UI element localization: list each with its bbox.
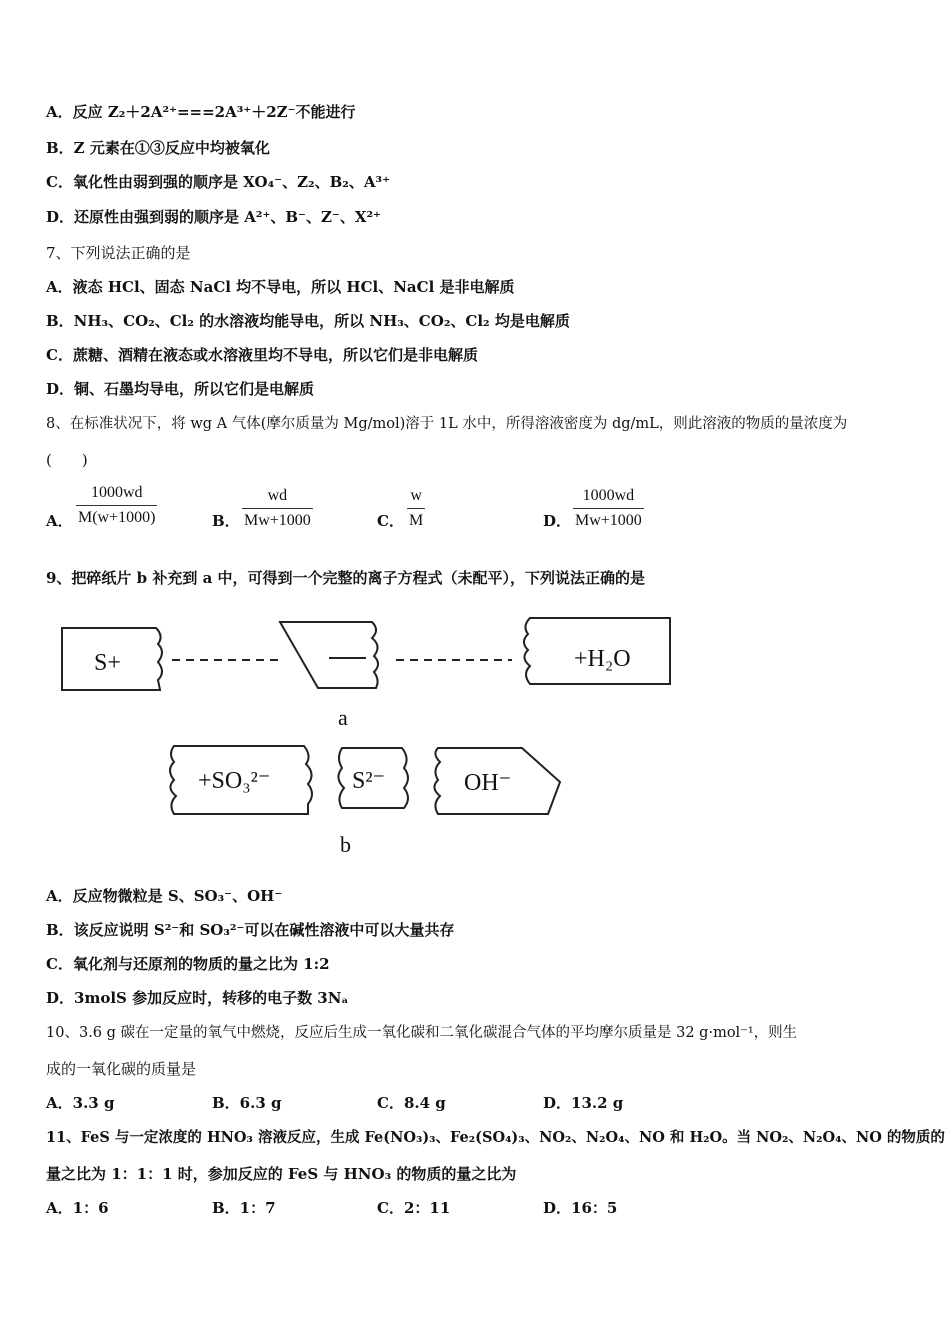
torn-paper-diagram xyxy=(46,600,686,865)
figure-label-a: a xyxy=(338,705,348,730)
q11-option-c: C．2：11 xyxy=(377,1199,451,1217)
q7-option-b: B．NH₃、CO₂、Cl₂ 的水溶液均能导电，所以 NH₃、CO₂、Cl₂ 均是电解质 xyxy=(46,312,570,330)
q11-option-b: B．1：7 xyxy=(212,1199,276,1217)
piece-b1-text: +SO₃²⁻ xyxy=(198,768,271,794)
q8-label-c: C． xyxy=(377,512,404,530)
q8-a-numerator: 1000wd xyxy=(90,484,143,501)
q8-b-numerator: wd xyxy=(267,487,288,504)
q8-d-numerator: 1000wd xyxy=(582,487,635,504)
q11-stem-line1: 11、FeS 与一定浓度的 HNO₃ 溶液反应，生成 Fe(NO₃)₃、Fe₂(SO₄)₃、NO₂、N₂O₄、NO 和 H₂O。当 NO₂、N₂O₄、NO 的物质的 xyxy=(46,1129,945,1146)
q10-option-b: B．6.3 g xyxy=(212,1094,282,1112)
piece-a-left-text: S+ xyxy=(94,650,121,676)
q8-stem: 8、在标准状况下，将 wg A 气体(摩尔质量为 Mg/mol)溶于 1L 水中，所得溶液密度为 dg/mL，则此溶液的物质的量浓度为 xyxy=(46,416,848,432)
q9-option-c: C．氧化剂与还原剂的物质的量之比为 1:2 xyxy=(46,955,330,973)
q6-option-d: D．还原性由强到弱的顺序是 A²⁺、B⁻、Z⁻、X²⁺ xyxy=(46,208,381,226)
q8-blank: ( ) xyxy=(46,451,88,469)
piece-b2-text: S²⁻ xyxy=(352,768,386,794)
q10-option-d: D．13.2 g xyxy=(543,1094,624,1112)
q8-c-numerator: w xyxy=(410,487,422,504)
q6-option-c: C．氧化性由弱到强的顺序是 XO₄⁻、Z₂、B₂、A³⁺ xyxy=(46,173,390,191)
q8-fraction-d xyxy=(573,487,644,530)
q10-option-c: C．8.4 g xyxy=(377,1094,446,1112)
piece-a-right-text: +H₂O xyxy=(574,646,631,672)
q6-option-a: A．反应 Z₂＋2A²⁺===2A³⁺＋2Z⁻不能进行 xyxy=(46,103,356,121)
q7-stem: 7、下列说法正确的是 xyxy=(46,244,191,262)
q8-d-denominator: Mw+1000 xyxy=(573,508,644,530)
q9-stem: 9、把碎纸片 b 补充到 a 中，可得到一个完整的离子方程式（未配平），下列说法正确的是 xyxy=(46,569,646,587)
q8-label-a: A． xyxy=(46,512,73,530)
q10-stem-line2: 成的一氧化碳的质量是 xyxy=(46,1060,197,1078)
q8-c-denominator: M xyxy=(407,508,425,530)
q6-option-b: B．Z 元素在①③反应中均被氧化 xyxy=(46,139,270,157)
torn-paper-figure xyxy=(46,600,686,869)
q8-fraction-b xyxy=(242,487,313,530)
q10-option-a: A．3.3 g xyxy=(46,1094,115,1112)
q8-a-denominator: M(w+1000) xyxy=(76,505,157,527)
q11-stem-line2: 量之比为 1：1：1 时，参加反应的 FeS 与 HNO₃ 的物质的量之比为 xyxy=(46,1165,517,1183)
q11-option-d: D．16：5 xyxy=(543,1199,618,1217)
q11-option-a: A．1：6 xyxy=(46,1199,109,1217)
q7-option-d: D．铜、石墨均导电，所以它们是电解质 xyxy=(46,380,315,398)
q7-option-c: C．蔗糖、酒精在液态或水溶液里均不导电，所以它们是非电解质 xyxy=(46,346,478,364)
q9-option-b: B．该反应说明 S²⁻和 SO₃²⁻可以在碱性溶液中可以大量共存 xyxy=(46,921,455,939)
piece-b3-text: OH⁻ xyxy=(464,770,512,796)
q8-label-b: B． xyxy=(212,512,240,530)
q8-label-d: D． xyxy=(543,512,572,530)
q8-fraction-a xyxy=(76,484,157,527)
piece-a-middle-shape xyxy=(280,622,378,688)
q10-stem-line1: 10、3.6 g 碳在一定量的氧气中燃烧，反应后生成一氧化碳和二氧化碳混合气体的平均摩尔质量是 32 g·mol⁻¹，则生 xyxy=(46,1025,798,1041)
q8-b-denominator: Mw+1000 xyxy=(242,508,313,530)
q9-option-a: A．反应物微粒是 S、SO₃⁻、OH⁻ xyxy=(46,887,283,905)
figure-label-b: b xyxy=(340,832,351,857)
q7-option-a: A．液态 HCl、固态 NaCl 均不导电，所以 HCl、NaCl 是非电解质 xyxy=(46,278,515,296)
q9-option-d: D．3molS 参加反应时，转移的电子数 3Nₐ xyxy=(46,989,349,1007)
q8-fraction-c xyxy=(407,487,425,530)
